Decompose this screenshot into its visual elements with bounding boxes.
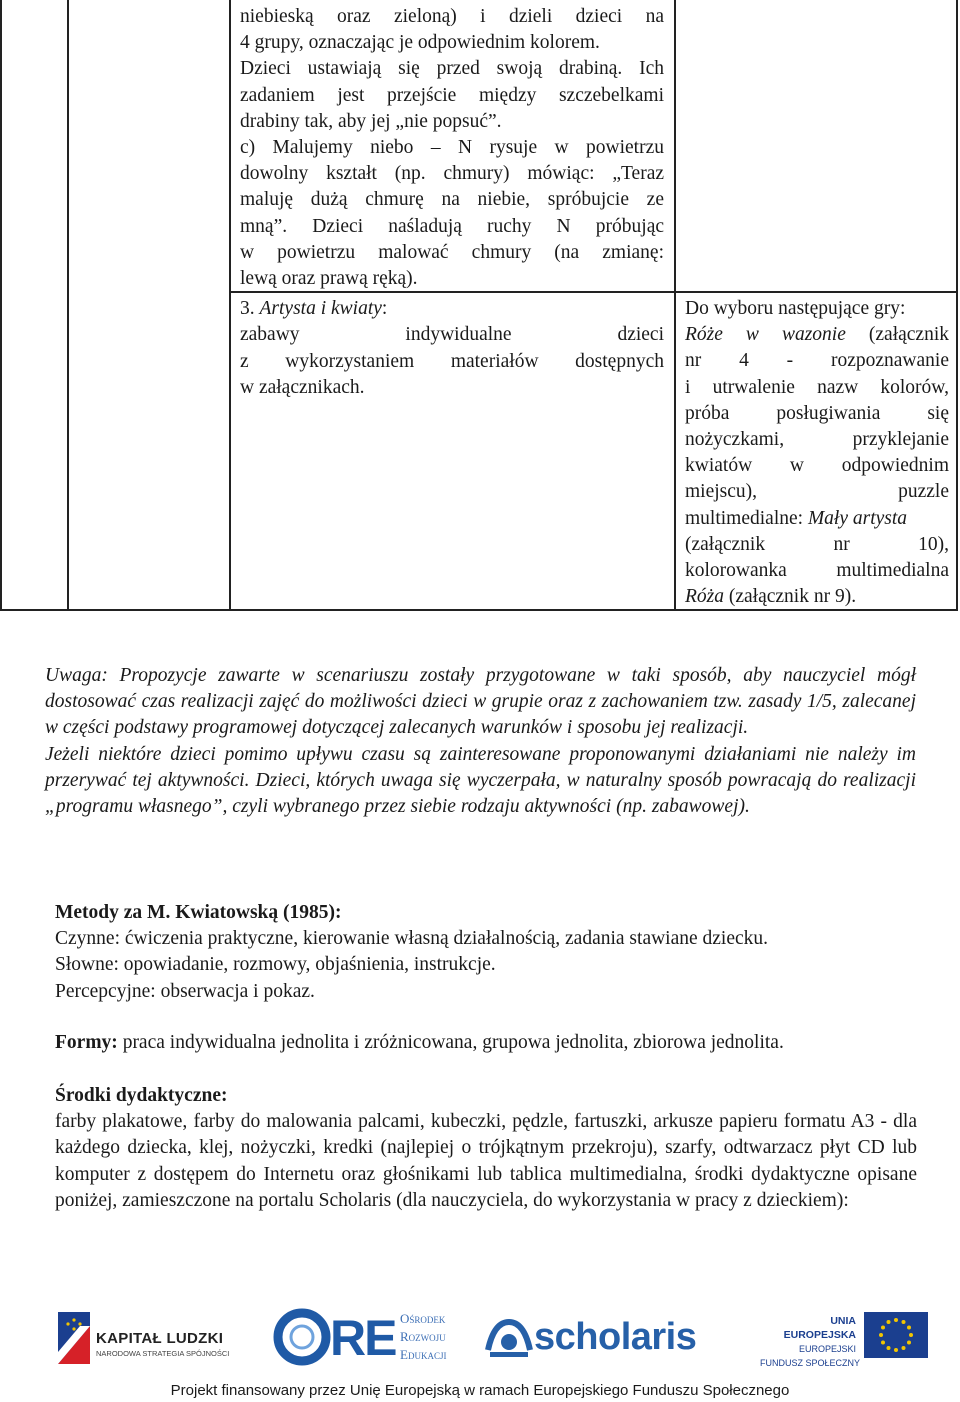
game2-prefix: multimedialne: (685, 507, 804, 529)
game1-line: i utrwalenie nazw kolorów, (685, 376, 949, 398)
table-divider-1 (67, 0, 69, 611)
activity-line: dowolny kształt (np. chmury) mówiąc: „Teraz (240, 163, 664, 185)
methods-heading: Metody za M. Kwiatowską (1985): (55, 902, 342, 923)
kapital-ludzki-title: KAPITAŁ LUDZKI (96, 1330, 224, 1347)
aids-heading: Środki dydaktyczne: (55, 1085, 228, 1106)
ore-letters: RE (330, 1310, 396, 1366)
activity-line: drabiny tak, aby jej „nie popsuć”. (240, 110, 502, 132)
activity-line: mną”. Dzieci naśladują ruchy N próbując (240, 215, 664, 237)
game1-line: próba posługiwania się (685, 402, 949, 424)
artysta-line: w załącznikach. (240, 376, 365, 398)
scholaris-emblem-icon (484, 1316, 534, 1360)
activity-line: niebieską oraz zieloną) i dzieli dzieci na (240, 6, 664, 27)
artysta-number: 3. (240, 298, 255, 320)
methods-line: Słowne: opowiadanie, rozmowy, objaśnienia, instrukcje. (55, 954, 496, 976)
ore-name-line: Edukacji (400, 1347, 447, 1362)
kapital-ludzki-logo (58, 1312, 228, 1364)
aids-block (55, 1083, 917, 1214)
ore-name (400, 1310, 446, 1364)
logo-bar (0, 1300, 960, 1370)
games-cell (685, 296, 949, 610)
activity-line: 4 grupy, oznaczając je odpowiednim kolorem. (240, 32, 600, 54)
activity-line: c) Malujemy niebo – N rysuje w powietrzu (240, 137, 664, 159)
game1-title: Róże w wazonie (685, 324, 846, 346)
activity-line: lewą oraz prawą ręką). (240, 268, 418, 290)
note-paragraph-1: Uwaga: Propozycje zawarte w scenariuszu zostały przygotowane w taki sposób, aby nauczyciel mógł dostosować czas realizacji zajęć do możliwości dzieci w grupie oraz z zachowaniem tzw. zasady 1/5, zalecanej w części podstawy programowej dotyczącej zalecanych warunków i sposobu jej realizacji. (45, 665, 916, 739)
eu-logo (760, 1310, 930, 1368)
scholaris-logo (484, 1312, 697, 1364)
table-border-right (956, 0, 958, 611)
eu-line: EUROPEJSKI (798, 1344, 856, 1354)
ore-name-line: Ośrodek (400, 1311, 446, 1326)
game3-line: kolorowanka multimedialna (685, 560, 949, 582)
game1-line: nożyczkami, przyklejanie (685, 429, 949, 451)
methods-line: Czynne: ćwiczenia praktyczne, kierowanie własną działalnością, zadania stawiane dziecku. (55, 928, 769, 950)
table-border-left (0, 0, 2, 611)
eu-line: UNIA EUROPEJSKA (783, 1315, 856, 1341)
ore-emblem-icon (272, 1306, 332, 1368)
games-intro: Do wyboru następujące gry: (685, 298, 906, 319)
game2-line (685, 506, 949, 532)
note-paragraph-2: Jeżeli niektóre dzieci pomimo upływu czasu są zainteresowane proponowanymi działaniami nie należy im przerywać tej aktywności. Dzieci, których uwaga się wyczerpała, w naturalny sposób powracają do realizacji „programu własnego”, czyli wybranego przez siebie rodzaju aktywności (np. zabawowej). (45, 743, 916, 818)
scholaris-wordmark: scholaris (534, 1316, 697, 1358)
activity-line: maluję dużą chmurę na niebie, spróbujcie ze (240, 189, 664, 211)
note-block (45, 663, 916, 820)
game1-ref: (załącznik (868, 324, 949, 346)
artysta-line: z wykorzystaniem materiałów dostępnych (240, 350, 664, 372)
game3-title-line (685, 584, 949, 610)
ore-logo (272, 1306, 462, 1368)
game3-ref: (załącznik nr 9). (728, 586, 857, 608)
eu-flag-icon (864, 1312, 928, 1358)
activity-line: w powietrzu malować chmury (na zmianę: (240, 241, 664, 263)
artysta-heading (240, 296, 664, 322)
eu-text (760, 1314, 861, 1370)
artysta-title: Artysta i kwiaty (259, 298, 382, 320)
activity-line: Dzieci ustawiają się przed swoją drabiną. Ich (240, 58, 664, 80)
game2-ref: (załącznik nr 10), (685, 533, 949, 555)
table-divider-3 (674, 0, 676, 611)
methods-line: Percepcyjne: obserwacja i pokaz. (55, 980, 315, 1002)
methods-block (55, 900, 917, 1005)
footer-text: Projekt finansowany przez Unię Europejską w ramach Europejskiego Funduszu Społecznego (170, 1382, 790, 1399)
aids-text: farby plakatowe, farby do malowania palcami, kubeczki, pędzle, fartuszki, arkusze papieru formatu A3 - dla każdego dziecka, klej, nożyczki, kredki (najlepiej o trójkątnym przekroju), szarfy, odtwarzacz płyt CD lub komputer z dostępem do Internetu oraz głośnikami lub tablica multimedialna, środki dydaktyczne opisane poniżej, zamieszczone na portalu Scholaris (dla nauczyciela, do wykorzystania w pracy z dzieckiem): (55, 1111, 917, 1211)
kapital-ludzki-emblem-icon (58, 1312, 90, 1364)
game1-line (685, 322, 949, 348)
activity-table (0, 0, 960, 611)
game3-title: Róża (685, 586, 724, 608)
activity-cell (240, 4, 664, 401)
forms-text: praca indywidualna jednolita i zróżnicowana, grupowa jednolita, zbiorowa jednolita. (122, 1032, 784, 1053)
ore-name-line: Rozwoju (400, 1329, 446, 1344)
game1-line: miejscu), puzzle (685, 481, 949, 503)
kapital-ludzki-subtitle: NARODOWA STRATEGIA SPÓJNOŚCI (96, 1349, 230, 1358)
artysta-line: zabawy indywidualne dzieci (240, 324, 664, 346)
forms-label: Formy: (55, 1032, 118, 1053)
activity-line: zadaniem jest przejście między szczebelkami (240, 84, 664, 106)
forms-block (55, 1030, 917, 1056)
game1-line: kwiatów w odpowiednim (685, 455, 949, 477)
artysta-colon: : (381, 298, 388, 320)
eu-line: FUNDUSZ SPOŁECZNY (760, 1358, 861, 1368)
game1-line: nr 4 - rozpoznawanie (685, 350, 949, 372)
table-divider-2 (229, 0, 231, 611)
game2-title: Mały artysta (807, 507, 908, 529)
